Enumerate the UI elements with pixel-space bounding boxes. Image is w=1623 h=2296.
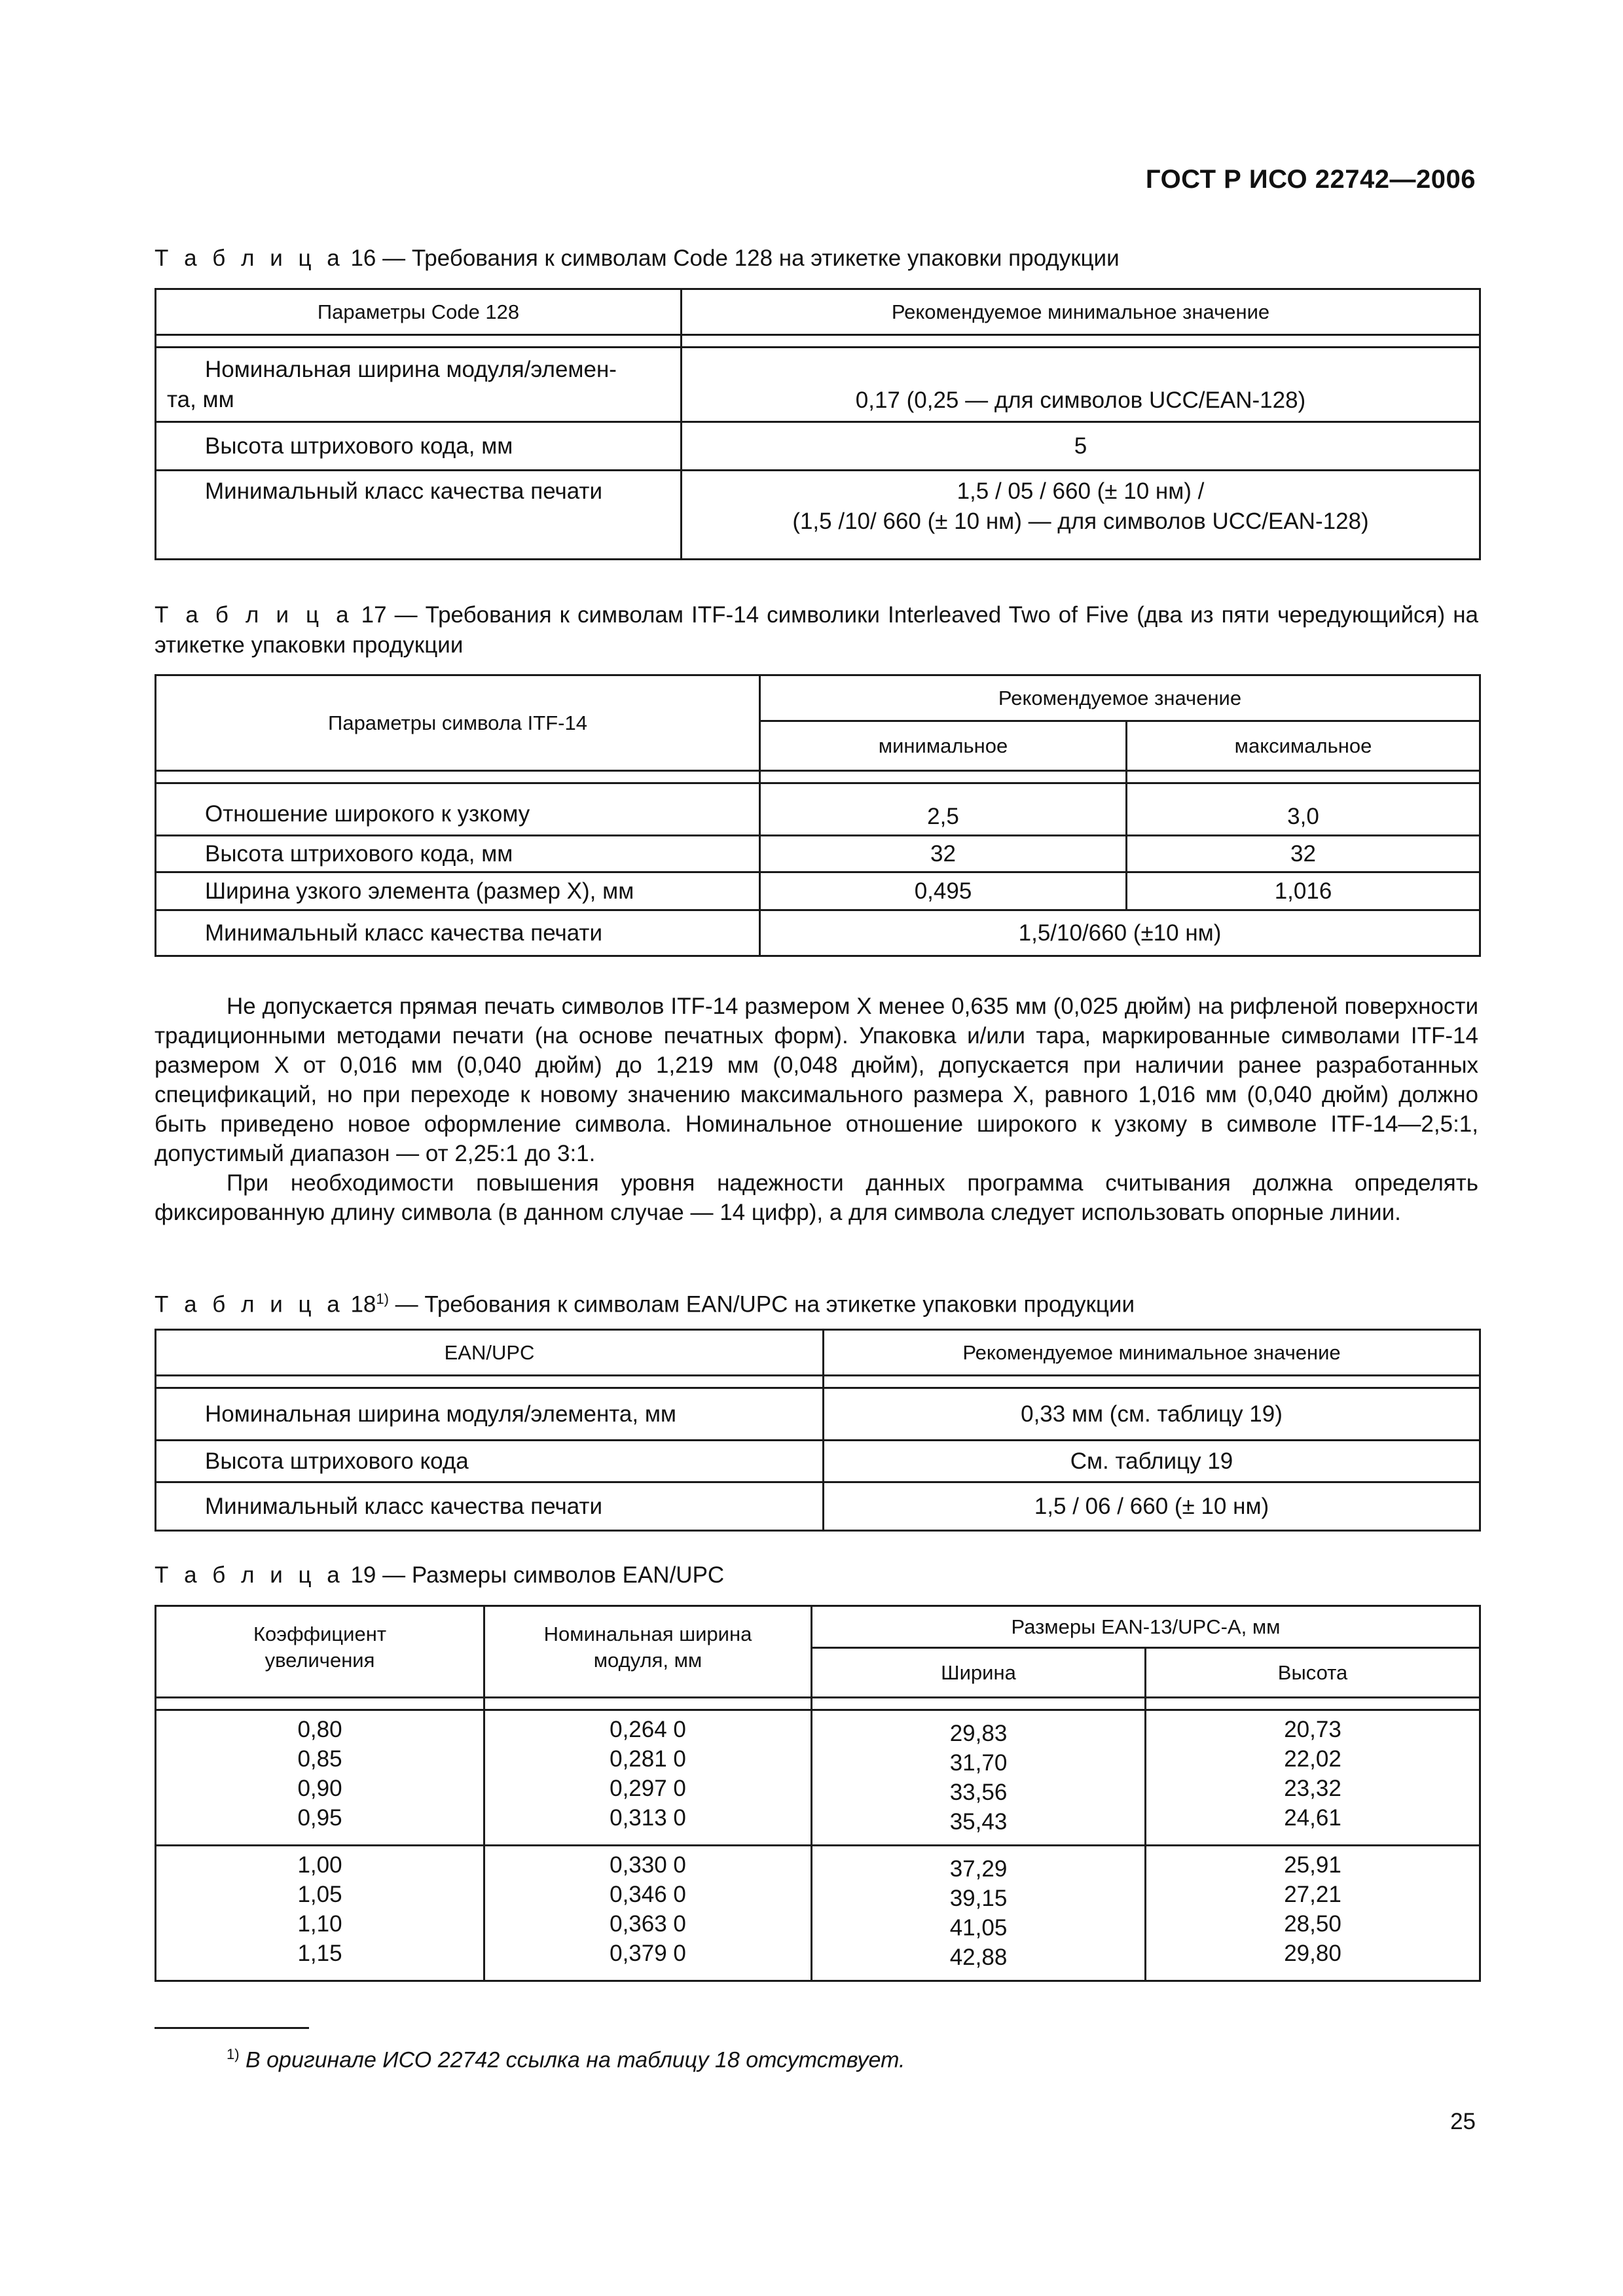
footnote-divider <box>155 2027 309 2029</box>
table16-value: 5 <box>682 422 1480 471</box>
table18-header-value: Рекомендуемое минимальное значение <box>824 1330 1480 1376</box>
table19-header-module: Номинальная ширина модуля, мм <box>484 1606 812 1698</box>
table-row <box>156 836 1480 872</box>
table17-header-group: Рекомендуемое значение <box>760 675 1480 721</box>
table17 <box>155 674 1481 957</box>
table-row <box>156 1846 1480 1981</box>
table-row <box>156 1710 1480 1846</box>
table17-header-max: максимальное <box>1127 721 1480 771</box>
table16-header-value: Рекомендуемое минимальное значение <box>682 289 1480 335</box>
table-row <box>156 348 1480 422</box>
table19-height-group2: 25,91 27,21 28,50 29,80 <box>1146 1846 1480 1981</box>
table19-module-group2: 0,330 0 0,346 0 0,363 0 0,379 0 <box>484 1846 812 1981</box>
table16-value: 0,17 (0,25 — для символов UCC/EAN-128) <box>682 348 1480 422</box>
table19-width-group1: 29,83 31,70 33,56 35,43 <box>812 1710 1146 1846</box>
table-row <box>156 910 1480 956</box>
table19-caption: Т а б л и ц а 19 — Размеры символов EAN/UPC <box>155 1562 725 1588</box>
table-row <box>156 783 1480 836</box>
table16-param: Высота штрихового кода, мм <box>156 422 682 471</box>
table18-value: См. таблицу 19 <box>824 1441 1480 1482</box>
table19-header-group: Размеры EAN-13/UPC-A, мм <box>812 1606 1480 1648</box>
table17-min: 0,495 <box>760 872 1127 910</box>
table-row <box>156 1388 1480 1441</box>
table19-header-height: Высота <box>1146 1648 1480 1698</box>
table16-param: Номинальная ширина модуля/элемен- та, мм <box>156 348 682 422</box>
paragraph: Не допускается прямая печать символов ITF-14 размером X менее 0,635 мм (0,025 дюйм) на рифленой поверхности традиционными методами печати (на основе печатных форм). Упаковка и/или тара, маркированные символами ITF-14 размером X от 0,016 мм (0,040 дюйм) до 1,219 мм (0,048 дюйм), допускается при наличии ранее разработанных спецификаций, но при переходе к новому значению максимального размера X, равного 1,016 мм (0,040 дюйм) должно быть приведено новое оформление символа. Номинальное отношение широкого к узкому в символе ITF-14—2,5:1, допустимый диапазон — от 2,25:1 до 3:1. <box>155 994 1478 1166</box>
table19-height-group1: 20,73 22,02 23,32 24,61 <box>1146 1710 1480 1846</box>
table17-merged: 1,5/10/660 (±10 нм) <box>760 910 1480 956</box>
table17-caption: Т а б л и ц а 17 — Требования к символам ITF-14 символики Interleaved Two of Five (два из пяти чередующийся) на этикетке упаковки продукции <box>155 602 1478 658</box>
table19-module-group1: 0,264 0 0,281 0 0,297 0 0,313 0 <box>484 1710 812 1846</box>
table16-caption: Т а б л и ц а 16 — Требования к символам Code 128 на этикетке упаковки продукции <box>155 245 1120 271</box>
table-row <box>156 422 1480 471</box>
table-row <box>156 1441 1480 1482</box>
table-row <box>156 1482 1480 1531</box>
table19 <box>155 1605 1481 1982</box>
footnote: $^{1)}$ В оригинале ИСО 22742 ссылка на таблицу 18 отсутствует. <box>227 2046 905 2073</box>
table16-header-param: Параметры Code 128 <box>156 289 682 335</box>
table18 <box>155 1329 1481 1532</box>
standard-header: ГОСТ Р ИСО 22742—2006 <box>1145 165 1476 194</box>
table-row <box>156 471 1480 560</box>
table-row <box>156 872 1480 910</box>
table18-param: Номинальная ширина модуля/элемента, мм <box>156 1388 824 1441</box>
table17-param: Минимальный класс качества печати <box>156 910 760 956</box>
table18-param: Высота штрихового кода <box>156 1441 824 1482</box>
table19-coef-group2: 1,00 1,05 1,10 1,15 <box>156 1846 484 1981</box>
table19-header-coef: Коэффициент увеличения <box>156 1606 484 1698</box>
table17-param: Отношение широкого к узкому <box>156 783 760 836</box>
table16-value: 1,5 / 05 / 660 (± 10 нм) / (1,5 /10/ 660 (± 10 нм) — для символов UCC/EAN-128) <box>682 471 1480 560</box>
table18-value: 0,33 мм (см. таблицу 19) <box>824 1388 1480 1441</box>
table17-max: 1,016 <box>1127 872 1480 910</box>
table17-min: 2,5 <box>760 783 1127 836</box>
table18-caption: Т а б л и ц а 18$^{1)}$ — Требования к символам EAN/UPC на этикетке упаковки продукции <box>155 1291 1135 1318</box>
table16 <box>155 288 1481 560</box>
table19-width-group2: 37,29 39,15 41,05 42,88 <box>812 1846 1146 1981</box>
table18-value: 1,5 / 06 / 660 (± 10 нм) <box>824 1482 1480 1531</box>
table18-param: Минимальный класс качества печати <box>156 1482 824 1531</box>
table17-header-param: Параметры символа ITF-14 <box>156 675 760 771</box>
table17-max: 3,0 <box>1127 783 1480 836</box>
table17-header-min: минимальное <box>760 721 1127 771</box>
table18-header-param: EAN/UPC <box>156 1330 824 1376</box>
paragraph: При необходимости повышения уровня надежности данных программа считывания должна определять фиксированную длину символа (в данном случае — 14 цифр), а для символа следует использовать опорные линии. <box>155 1170 1478 1225</box>
page-number: 25 <box>1450 2109 1476 2134</box>
table17-max: 32 <box>1127 836 1480 872</box>
table19-coef-group1: 0,80 0,85 0,90 0,95 <box>156 1710 484 1846</box>
table19-header-width: Ширина <box>812 1648 1146 1698</box>
table17-param: Высота штрихового кода, мм <box>156 836 760 872</box>
body-text <box>155 992 1478 1227</box>
table17-min: 32 <box>760 836 1127 872</box>
table17-param: Ширина узкого элемента (размер X), мм <box>156 872 760 910</box>
table16-param: Минимальный класс качества печати <box>156 471 682 560</box>
